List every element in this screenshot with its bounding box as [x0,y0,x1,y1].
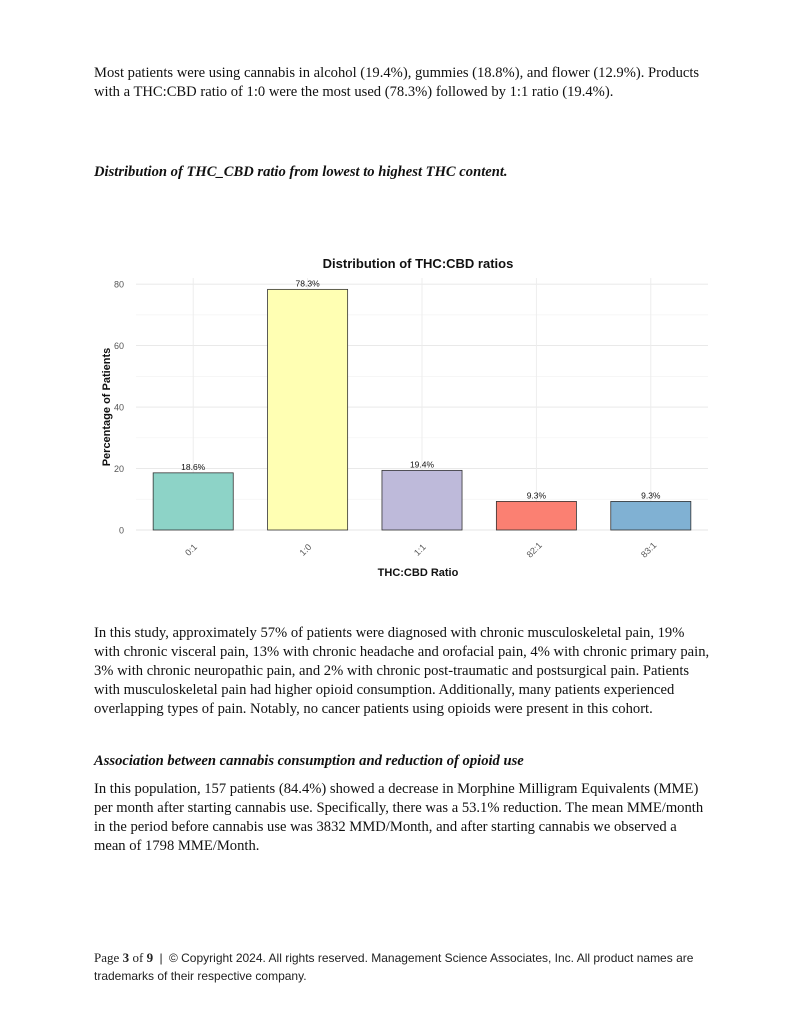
bar-value-label: 78.3% [295,278,320,289]
x-tick-label: 0:1 [183,541,200,558]
bar-82-1 [496,501,576,530]
page-total: 9 [146,950,154,965]
bar-1-1 [382,470,462,530]
bar-83-1 [611,501,691,530]
y-tick-label: 40 [113,402,124,413]
y-tick-label: 80 [113,279,124,290]
bar-value-label: 19.4% [409,459,435,470]
x-tick-label: 1:0 [297,541,314,558]
x-axis-label: THC:CBD Ratio [377,567,459,579]
chart-section-heading: Distribution of THC_CBD ratio from lowest to highest THC content. [94,164,508,180]
copyright-text: © Copyright 2024. All rights reserved. Management Science Associates, Inc. All product names are trademarks of their respective company. [94,951,694,983]
y-tick-label: 0 [118,525,124,536]
footer-separator: | [159,951,163,965]
page-current: 3 [122,950,130,965]
chart-title: Distribution of THC:CBD ratios [322,256,514,271]
intro-paragraph: Most patients were using cannabis in alcohol (19.4%), gummies (18.8%), and flower (12.9%). Products with a THC:CBD ratio of 1:0 were the most used (78.3%) followed by 1:1 ratio (19.4%). [94,65,700,100]
y-tick-label: 20 [113,464,124,475]
y-axis-label: Percentage of Patients [101,347,113,467]
y-tick-label: 60 [113,341,124,352]
bar-0-1 [153,473,233,530]
page-word: Page [94,950,120,965]
thc-cbd-bar-chart [96,248,716,588]
page-footer [94,949,714,985]
bar-value-label: 9.3% [526,490,547,501]
bar-value-label: 9.3% [641,490,661,501]
page-of: of [132,950,144,965]
x-tick-label: 1:1 [411,541,428,558]
x-tick-label: 82:1 [524,540,545,560]
association-heading: Association between cannabis consumption and reduction of opioid use [94,753,524,769]
bar-1-0 [268,289,348,530]
bar-value-label: 18.6% [181,461,206,472]
mme-reduction-paragraph: In this population, 157 patients (84.4%) showed a decrease in Morphine Milligram Equivalents (MME) per month after starting cannabis use. Specifically, there was a 53.1% reduction. The mean MME/month in the period before cannabis use was 3832 MMD/Month, and after starting cannabis we observed a mean of 1798 MME/Month. [94,781,704,854]
pain-distribution-paragraph: In this study, approximately 57% of patients were diagnosed with chronic musculoskeletal pain, 19% with chronic visceral pain, 13% with chronic headache and orofacial pain, 4% with chronic primary pain, 3% with chronic neuropathic pain, and 2% with chronic post-traumatic and postsurgical pain. Patients with musculoskeletal pain had higher opioid consumption. Additionally, many patients experienced overlapping types of pain. Notably, no cancer patients using opioids were present in this cohort. [94,625,710,717]
x-tick-label: 83:1 [638,540,659,560]
